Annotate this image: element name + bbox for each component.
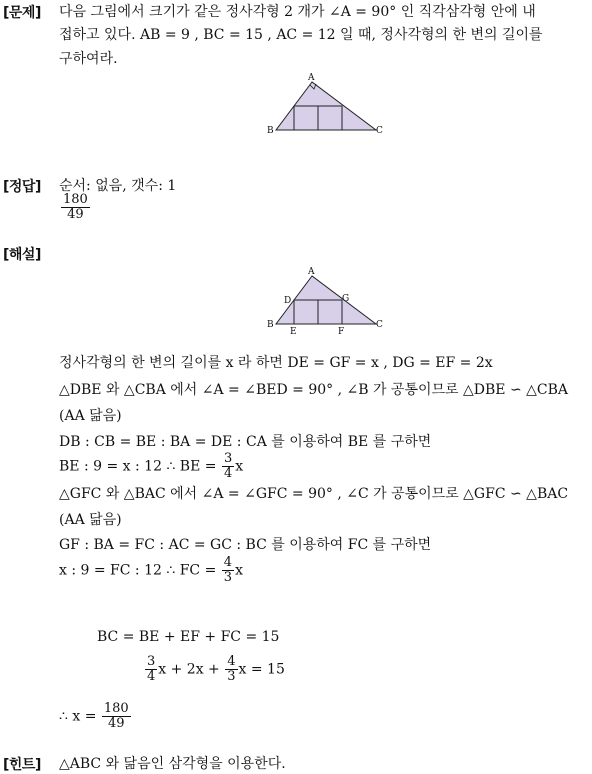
equation-2: $\frac{3}{4}$ x + 2x + $\frac{4}{3}$ x = 15: [147, 654, 285, 684]
fig2-label-g: G: [342, 294, 350, 304]
fig2-label-d: D: [284, 296, 292, 306]
explanation-line-2: △DBE 와 △CBA 에서 ∠A = ∠BED = 90° , ∠B 가 공통이므로 △DBE ∽ △CBA: [59, 382, 568, 398]
hint-tag: [힌트]: [3, 757, 41, 773]
fig2-label-a: A: [308, 267, 315, 277]
answer-meta: 순서: 없음, 갯수: 1: [59, 178, 177, 194]
explanation-tag: [해설]: [3, 247, 41, 263]
explanation-line-8: GF : BA = FC : AC = GC : BC 를 이용하여 FC 를 구하면: [59, 537, 432, 553]
explanation-line-6: △GFC 와 △BAC 에서 ∠A = ∠GFC = 90° , ∠C 가 공통이므로 △GFC ∽ △BAC: [59, 486, 569, 502]
answer-value: $\frac{180}{49}$: [63, 192, 88, 222]
explanation-line-5: BE : 9 = x : 12 ∴ BE = $\frac{3}{4}$ x: [59, 451, 244, 481]
final-answer: ∴ x = $\frac{180}{49}$: [59, 701, 129, 731]
explanation-line-4: DB : CB = BE : BA = DE : CA 를 이용하여 BE 를 구하면: [59, 434, 432, 450]
equation-1: BC = BE + EF + FC = 15: [97, 629, 280, 645]
fig2-label-f: F: [338, 327, 345, 336]
problem-line-1: 다음 그림에서 크기가 같은 정사각형 2 개가 ∠A = 90° 인 직각삼각형 안에 내: [59, 4, 536, 20]
fig1-label-c: C: [376, 126, 383, 136]
problem-line-3: 구하여라.: [59, 51, 118, 67]
explanation-line-9: x : 9 = FC : 12 ∴ FC = $\frac{4}{3}$ x: [59, 555, 243, 585]
fig2-label-b: B: [267, 320, 274, 330]
explanation-line-7: (AA 닮음): [59, 512, 122, 528]
explanation-line-1: 정사각형의 한 변의 길이를 x 라 하면 DE = GF = x , DG = EF = 2x: [59, 355, 493, 371]
fig2-label-e: E: [290, 327, 297, 336]
triangle-figure-2: [264, 266, 388, 336]
triangle-figure-1: [264, 72, 388, 138]
answer-tag: [정답]: [3, 179, 41, 195]
problem-tag: [문제]: [3, 5, 41, 21]
fig1-label-b: B: [267, 126, 274, 136]
fig2-label-c: C: [376, 320, 383, 330]
explanation-line-3: (AA 닮음): [59, 408, 122, 424]
problem-line-2: 접하고 있다. AB = 9 , BC = 15 , AC = 12 일 때, 정사각형의 한 변의 길이를: [59, 27, 543, 43]
fig1-label-a: A: [308, 73, 315, 83]
hint-text: △ABC 와 닮음인 삼각형을 이용한다.: [59, 756, 286, 772]
